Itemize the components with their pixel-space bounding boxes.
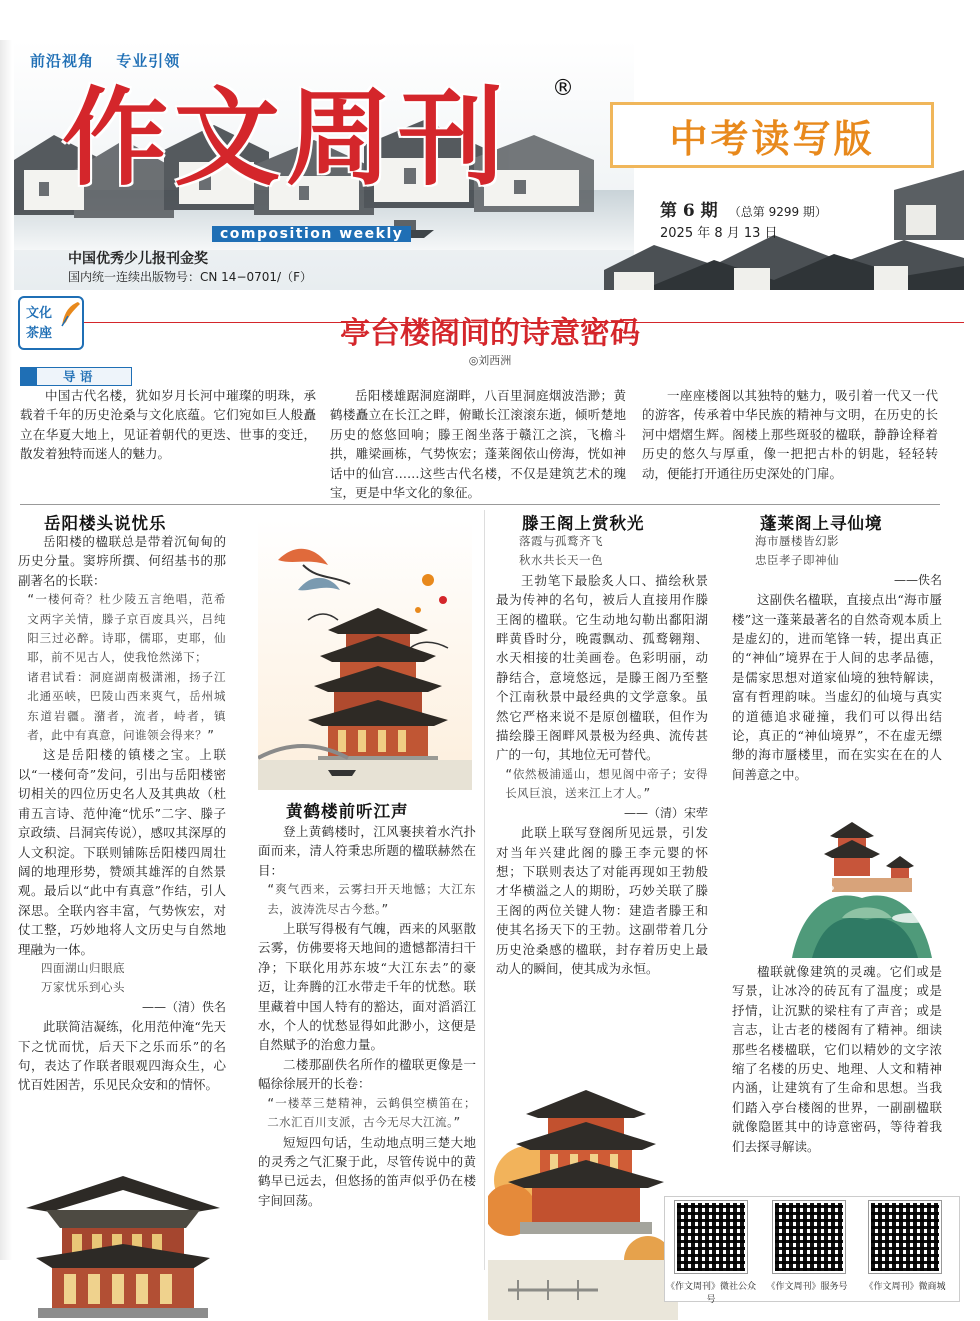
body-paragraph: 王勃笔下最脍炙人口、描绘秋景最为传神的名句，被后人直接用作滕王阁的楹联。它生动地勾勒出鄱阳湖畔黄昏时分，晚霞飘动、孤鹜翱翔、水天相接的壮美画卷。色彩明丽，动静结合，意境悠远，是滕王阁乃至整个江南秋景中最经典的文学意象。虽然它严格来说不是原创楹联，但作为描绘滕王阁畔风景极为经典、流传甚广的一句，其地位无可替代。 bbox=[496, 572, 708, 763]
issue-total: （总第 9299 期） bbox=[728, 205, 827, 219]
intro-paragraph: 岳阳楼雄踞洞庭湖畔，八百里洞庭烟波浩渺；黄鹤楼矗立在长江之畔，俯瞰长江滚滚东逝，倾听楚地历史的悠悠回响；滕王阁坐落于赣江之滨，飞檐斗拱，雕梁画栋，气势恢宏；蓬莱阁依山傍海，恍如神话中的仙宫……这些古代名楼，不仅是建筑艺术的瑰宝，更是中华文化的象征。 bbox=[330, 388, 626, 501]
edition-box bbox=[610, 102, 934, 168]
section-title-tengwang: 滕王阁上赏秋光 bbox=[522, 514, 645, 533]
section-title-yueyang: 岳阳楼头说忧乐 bbox=[44, 514, 167, 533]
section-huanghe bbox=[258, 822, 476, 1210]
body-paragraph: 短短四句话，生动地点明三楚大地的灵秀之气汇聚于此，尽管传说中的黄鹤早已远去，但悠扬的笛声似乎仍在楼宇间回荡。 bbox=[258, 1134, 476, 1208]
qr-code-official-account[interactable] bbox=[675, 1201, 747, 1273]
intro-column-1 bbox=[20, 386, 316, 464]
slogan-1: 前沿视角 bbox=[30, 52, 95, 70]
column-badge-line2: 茶座 bbox=[26, 326, 53, 341]
qr-code-service-account[interactable] bbox=[773, 1201, 845, 1273]
edition-label: 中考读写版 bbox=[669, 116, 875, 161]
qr-caption: 《作文周刊》微社公众号 bbox=[665, 1282, 756, 1305]
body-paragraph: 这是岳阳楼的镇楼之宝。上联以“一楼何奇”发问，引出与岳阳楼密切相关的四位历史名人及其典故（杜甫五言诗、范仲淹“忧乐”二字、滕子京政绩、吕洞宾传说），感叹其深厚的人文积淀。下联则铺陈岳阳楼四周壮阔的地理形势，赞颂其雄浑的自然景观。最后以“此中有真意”作结，引人深思。全联内容丰富，气势恢宏，对仗工整，巧妙地将人文历史与自然地理融为一体。 bbox=[18, 747, 226, 957]
slogan bbox=[30, 50, 180, 71]
page-margin-strip bbox=[0, 40, 12, 1260]
intro-column-3 bbox=[642, 386, 938, 483]
tengwang-pavilion-illustration bbox=[488, 1060, 678, 1320]
qr-panel bbox=[664, 1196, 960, 1305]
issue-number: 第 6 期 bbox=[660, 201, 718, 221]
couplet-attribution: ——佚名 bbox=[893, 572, 942, 587]
section-penglai-conclusion bbox=[732, 962, 942, 1156]
couplet-line: 落霞与孤鹜齐飞 bbox=[519, 534, 603, 548]
section-title-penglai: 蓬莱阁上寻仙境 bbox=[760, 514, 883, 533]
couplet-attribution: ——（清）佚名 bbox=[141, 999, 226, 1014]
couplet-line: “一楼萃三楚精神，云鹤俱空横笛在；二水汇百川支派，古今无尽大江流。” bbox=[267, 1095, 476, 1130]
body-paragraph: 这副佚名楹联，直接点出“海市蜃楼”这一蓬莱最著名的自然奇观本质上是虚幻的，进而笔锋一转，提出真正的“神仙”境界在于人间的忠孝品德，是儒家思想对道家仙境的独特解读，富有哲理韵味。当虚幻的仙境与真实的道德追求碰撞，我们可以得出结论，真正的“神仙境界”，不在虚无缥缈的海市蜃楼里，而在实实在在的人间善意之中。 bbox=[732, 592, 942, 782]
body-paragraph: 此联上联写登阁所见远景，引发对当年兴建此阁的滕王李元婴的怀想；下联则表达了对能再现如王勃般才华横溢之人的期盼，巧妙关联了滕王阁的两位关键人物：建造者滕王和使其名扬天下的王勃。这副带着几分历史沧桑感的楹联，封存着历史上最动人的瞬间，使其成为永恒。 bbox=[496, 825, 708, 976]
intro-paragraph: 中国古代名楼，犹如岁月长河中璀璨的明珠，承载着千年的历史沧桑与文化底蕴。它们宛如巨人般矗立在华夏大地上，见证着朝代的更迭、世事的变迁，散发着独特而迷人的魅力。 bbox=[20, 388, 316, 462]
section-title-huanghe: 黄鹤楼前听江声 bbox=[286, 802, 409, 821]
couplet-line: 秋水共长天一色 bbox=[519, 553, 603, 568]
column-badge-line1: 文化 bbox=[26, 306, 53, 321]
qr-code-mall[interactable] bbox=[869, 1201, 941, 1273]
couplet-line: 忠臣孝子即神仙 bbox=[755, 553, 839, 568]
publication-title: 作文周刊 bbox=[62, 75, 510, 200]
slogan-2: 专业引领 bbox=[116, 52, 181, 70]
intro-label-text: 导 语 bbox=[63, 369, 93, 384]
couplet-attribution: ——（清）宋荦 bbox=[623, 805, 708, 820]
body-paragraph: 二楼那副佚名所作的楹联更像是一幅徐徐展开的长卷： bbox=[258, 1056, 476, 1092]
subtitle-en: composition weekly bbox=[212, 226, 411, 242]
yueyang-tower-illustration bbox=[16, 1168, 230, 1318]
section-tengwang bbox=[496, 532, 708, 978]
intro-divider bbox=[20, 504, 940, 505]
intro-label bbox=[20, 367, 132, 386]
couplet-line: 四面湖山归眼底 bbox=[41, 960, 125, 975]
couplet-line: 万家忧乐到心头 bbox=[41, 980, 125, 995]
couplet-line: 诸君试看：洞庭湖南极潇湘，扬子江北通巫峡，巴陵山西来爽气，岳州城东道岩疆。潴者，流者，峙者，镇者，此中有真意，问谁领会得来？” bbox=[27, 669, 226, 743]
article-author: ◎刘西洲 bbox=[468, 354, 512, 367]
award-line: 中国优秀少儿报刊金奖 bbox=[68, 251, 208, 267]
body-paragraph: 登上黄鹤楼时，江风裹挟着水汽扑面而来，清人符秉忠所题的楹联赫然在目： bbox=[258, 824, 476, 878]
body-paragraph: 上联写得极有气魄，西来的风驱散云雾，仿佛要将天地间的遗憾都清扫干净；下联化用苏东坡“大江东去”的豪迈，让奔腾的江水带走千年的忧愁。联里藏着中国人特有的豁达，面对滔滔江水，个人的忧愁显得如此渺小，这便是自然赋予的治愈力量。 bbox=[258, 921, 476, 1053]
couplet-line: “爽气西来，云雾扫开天地憾；大江东去，波涛洗尽古今愁。” bbox=[267, 882, 476, 916]
cn-number: 国内统一连续出版物号：CN 14−0701/（F） bbox=[68, 270, 312, 284]
intro-column-2 bbox=[330, 386, 626, 502]
section-yueyang bbox=[18, 532, 226, 1095]
masthead bbox=[0, 0, 980, 295]
yellow-crane-tower-illustration bbox=[258, 520, 472, 790]
qr-caption: 《作文周刊》服务号 bbox=[766, 1282, 848, 1292]
body-paragraph: 楹联就像建筑的灵魂。它们或是写景，让冰冷的砖瓦有了温度；或是抒情，让沉默的梁柱有了声音；或是言志，让古老的楼阁有了精神。细读那些名楼楹联，它们以精妙的文字浓缩了名楼的历史、地理、人文和精神内涵，让建筑有了生命和思想。当我们踏入亭台楼阁的世界，一副副楹联就像隐匿其中的诗意密码，等待着我们去探寻解读。 bbox=[732, 964, 942, 1154]
couplet-line: 海市蜃楼皆幻影 bbox=[755, 534, 839, 548]
issue-date: 2025 年 8 月 13 日 bbox=[660, 226, 778, 241]
section-penglai bbox=[732, 532, 942, 784]
body-paragraph: 岳阳楼的楹联总是带着沉甸甸的历史分量。窦垿所撰、何绍基书的那副著名的长联： bbox=[18, 534, 226, 588]
registered-mark: ® bbox=[552, 76, 574, 101]
column-divider bbox=[484, 510, 485, 1270]
body-paragraph: 此联简洁凝练，化用范仲淹“先天下之忧而忧，后天下之乐而乐”的名句，表达了作联者眼观四海众生，心忧百姓困苦，乐见民众安和的情怀。 bbox=[18, 1019, 226, 1093]
issue-info bbox=[660, 196, 827, 221]
intro-paragraph: 一座座楼阁以其独特的魅力，吸引着一代又一代的游客，传承着中华民族的精神与文明，在历史的长河中熠熠生辉。阁楼上那些斑驳的楹联，静静诠释着历史的悠久与厚重，像一把把古朴的钥匙，轻轻转动，便能打开通往历史深处的门扉。 bbox=[642, 388, 938, 481]
article-title: 亭台楼阁间的诗意密码 bbox=[340, 316, 640, 351]
penglai-pavilion-illustration bbox=[782, 808, 942, 958]
qr-caption: 《作文周刊》微商城 bbox=[864, 1282, 946, 1292]
couplet-line: “依然极浦遥山，想见阁中帝子；安得长风巨浪，送来江上才人。” bbox=[505, 766, 708, 801]
couplet-line: “一楼何奇？杜少陵五言绝唱，范希文两字关情，滕子京百废具兴，吕纯阳三过必醉。诗耶，儒耶，吏耶，仙耶，前不见古人，使我怆然涕下； bbox=[27, 592, 226, 665]
